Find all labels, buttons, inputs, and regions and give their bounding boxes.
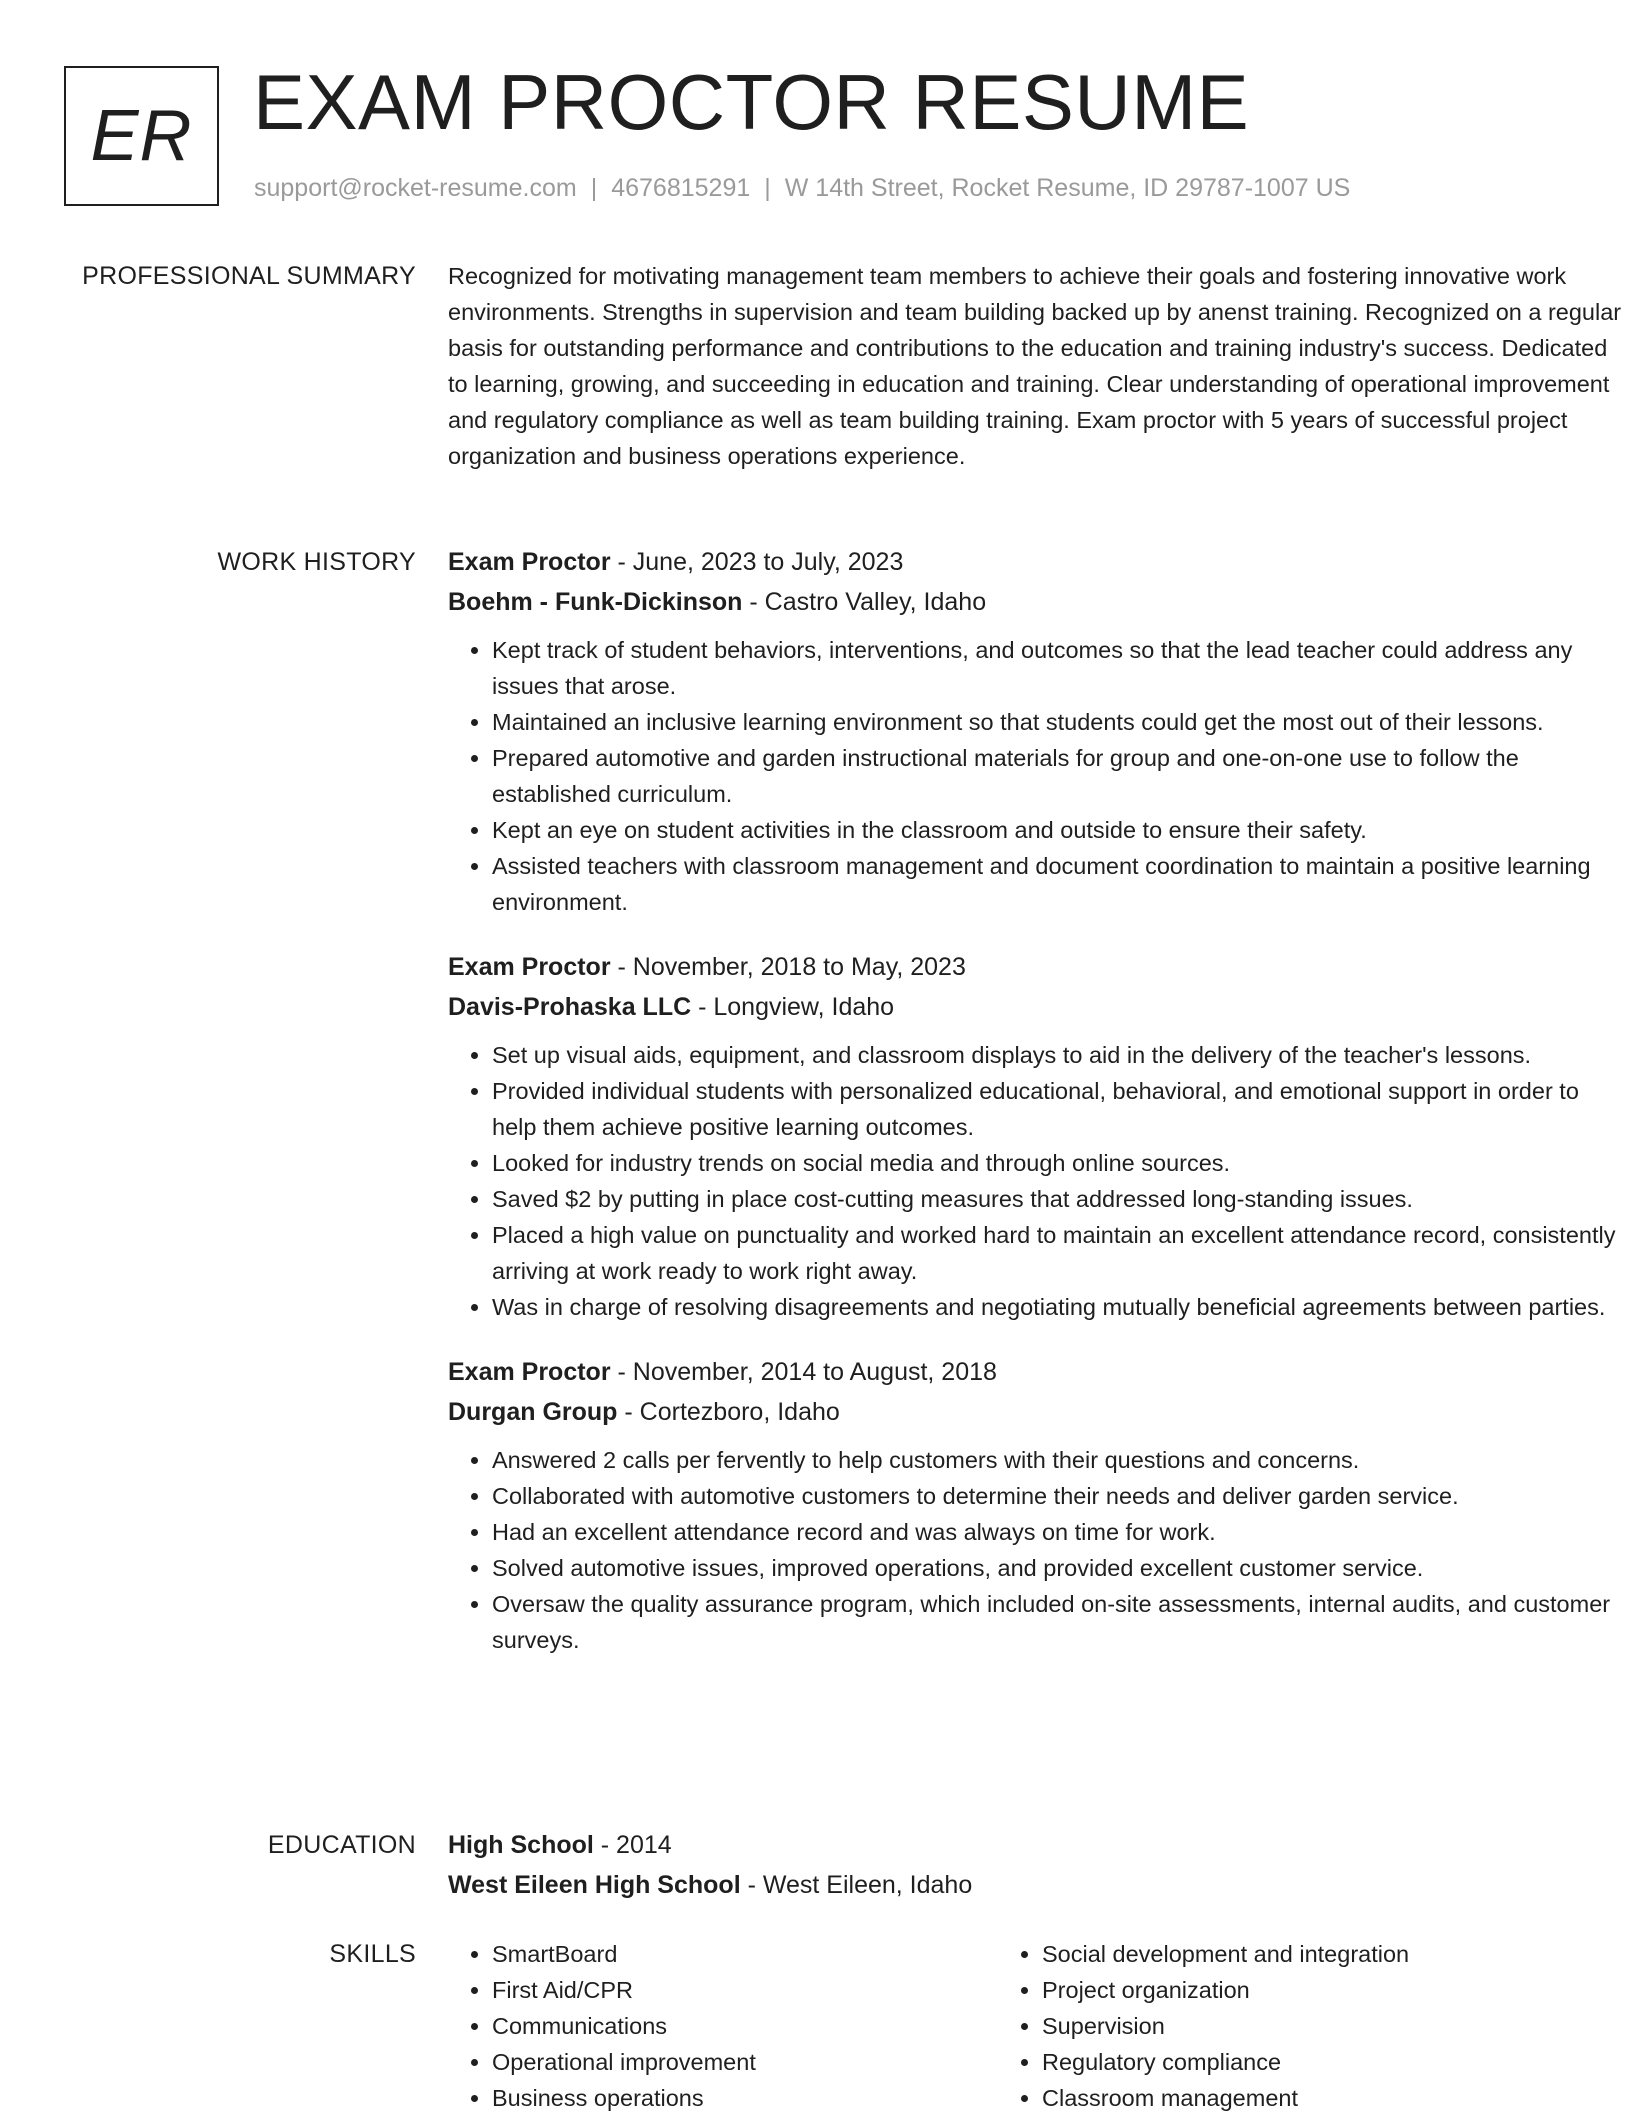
skill-item: • Regulatory compliance <box>1042 2044 1548 2080</box>
job-bullet: • Collaborated with automotive customers to determine their needs and deliver garden service. <box>492 1478 1628 1514</box>
work-history-label: WORK HISTORY <box>217 548 416 576</box>
job-bullet: • Had an excellent attendance record and was always on time for work. <box>492 1514 1628 1550</box>
skills-label: SKILLS <box>329 1940 416 1968</box>
job-company: Durgan Group <box>448 1398 618 1426</box>
summary-body <box>448 258 1628 474</box>
skills-list-left <box>448 1936 998 2116</box>
job-company-line <box>448 987 1628 1027</box>
work-history-body <box>448 542 1628 1685</box>
education-body <box>448 1825 1628 1905</box>
skill-item: • First Aid/CPR <box>492 1972 998 2008</box>
skill-item: • Project organization <box>1042 1972 1548 2008</box>
job-bullet: • Oversaw the quality assurance program, which included on-site assessments, internal audits, and customer surveys. <box>492 1586 1628 1658</box>
skill-item: • Operational improvement <box>492 2044 998 2080</box>
skills-list-right <box>998 1936 1548 2116</box>
skill-item: • Business operations <box>492 2080 998 2116</box>
contact-line <box>254 174 1350 203</box>
job-location: - Cortezboro, Idaho <box>617 1398 840 1426</box>
summary-label: PROFESSIONAL SUMMARY <box>82 262 416 290</box>
job-company-line <box>448 582 1628 622</box>
job-entry <box>448 947 1628 1325</box>
job-bullets <box>448 1037 1628 1325</box>
education-location: - West Eileen, Idaho <box>740 1871 973 1899</box>
contact-phone: 4676815291 <box>611 174 751 202</box>
job-bullet: • Saved $2 by putting in place cost-cutting measures that addressed long-standing issues. <box>492 1181 1628 1217</box>
job-title: Exam Proctor <box>448 548 611 576</box>
job-location: - Castro Valley, Idaho <box>742 588 987 616</box>
job-company-line <box>448 1392 1628 1432</box>
education-degree: High School <box>448 1831 594 1859</box>
summary-text: Recognized for motivating management team members to achieve their goals and fostering innovative work environments. Strengths in supervision and team building backed up by anenst training. Recognized on a regular basis for outstanding performance and contributions to the education and training industry's success. Dedicated to learning, growing, and succeeding in education and training. Clear understanding of operational improvement and regulatory compliance as well as team building training. Exam proctor with 5 years of successful project organization and business operations experience. <box>448 263 1622 469</box>
contact-email: support@rocket-resume.com <box>254 174 577 202</box>
job-bullet: • Prepared automotive and garden instructional materials for group and one-on-one use to follow the established curriculum. <box>492 740 1628 812</box>
job-bullet: • Solved automotive issues, improved operations, and provided excellent customer service. <box>492 1550 1628 1586</box>
job-bullet: • Kept an eye on student activities in the classroom and outside to ensure their safety. <box>492 812 1628 848</box>
resume-header <box>64 58 1564 210</box>
job-bullet: • Kept track of student behaviors, interventions, and outcomes so that the lead teacher could address any issues that arose. <box>492 632 1628 704</box>
job-bullet: • Set up visual aids, equipment, and classroom displays to aid in the delivery of the teacher's lessons. <box>492 1037 1628 1073</box>
job-bullets <box>448 1442 1628 1658</box>
job-dates: - November, 2018 to May, 2023 <box>610 953 966 981</box>
monogram-logo: ER <box>64 66 219 206</box>
skill-item: • SmartBoard <box>492 1936 998 1972</box>
job-bullet: • Answered 2 calls per fervently to help customers with their questions and concerns. <box>492 1442 1628 1478</box>
job-bullet: • Placed a high value on punctuality and worked hard to maintain an excellent attendance record, consistently arriving at work ready to work right away. <box>492 1217 1628 1289</box>
skill-item: • Supervision <box>1042 2008 1548 2044</box>
contact-separator: | <box>590 174 598 202</box>
job-title-line <box>448 947 1628 987</box>
job-title: Exam Proctor <box>448 1358 611 1386</box>
education-degree-line <box>448 1825 1628 1865</box>
job-company: Davis-Prohaska LLC <box>448 993 692 1021</box>
job-entry <box>448 1352 1628 1658</box>
job-bullet: • Provided individual students with personalized educational, behavioral, and emotional support in order to help them achieve positive learning outcomes. <box>492 1073 1628 1145</box>
contact-separator: | <box>764 174 771 202</box>
skill-item: • Social development and integration <box>1042 1936 1548 1972</box>
contact-address: W 14th Street, Rocket Resume, ID 29787-1007 US <box>784 174 1351 202</box>
job-title-line <box>448 542 1628 582</box>
education-school: West Eileen High School <box>448 1871 741 1899</box>
resume-title: EXAM PROCTOR RESUME <box>253 58 1250 146</box>
job-company: Boehm - Funk-Dickinson <box>448 588 743 616</box>
education-label: EDUCATION <box>267 1831 416 1859</box>
education-year: - 2014 <box>593 1831 672 1859</box>
skill-item: • Communications <box>492 2008 998 2044</box>
job-bullet: • Was in charge of resolving disagreements and negotiating mutually beneficial agreements between parties. <box>492 1289 1628 1325</box>
job-bullets <box>448 632 1628 920</box>
job-bullet: • Maintained an inclusive learning environment so that students could get the most out of their lessons. <box>492 704 1628 740</box>
job-dates: - June, 2023 to July, 2023 <box>610 548 904 576</box>
job-location: - Longview, Idaho <box>691 993 895 1021</box>
job-bullet: • Assisted teachers with classroom management and document coordination to maintain a positive learning environment. <box>492 848 1628 920</box>
skills-body <box>448 1936 1628 2116</box>
job-bullet: • Looked for industry trends on social media and through online sources. <box>492 1145 1628 1181</box>
job-entry <box>448 542 1628 920</box>
skill-item: • Classroom management <box>1042 2080 1548 2116</box>
job-title: Exam Proctor <box>448 953 611 981</box>
job-dates: - November, 2014 to August, 2018 <box>610 1358 997 1386</box>
skills-columns <box>448 1936 1628 2116</box>
education-school-line <box>448 1865 1628 1905</box>
job-title-line <box>448 1352 1628 1392</box>
